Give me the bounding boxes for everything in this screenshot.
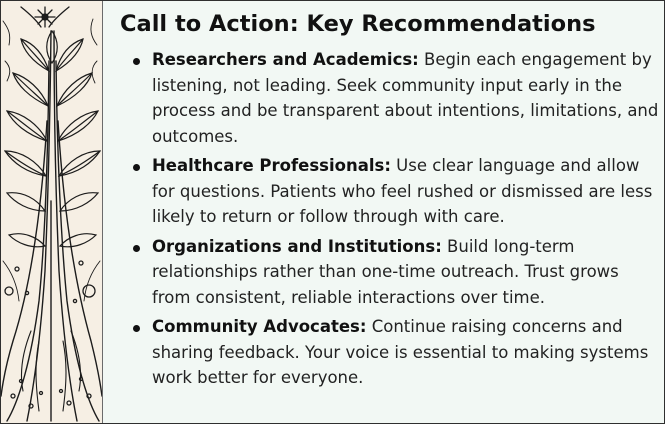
recommendation-text: Begin each engagement by listening, not leading. Seek community input early in the process and be transparent about intentions, limitations, and outcomes.	[152, 50, 659, 146]
recommendation-text: Continue raising concerns and sharing feedback. Your voice is essential to making systems work better for everyone.	[152, 317, 649, 387]
recommendation-item-organizations	[120, 234, 660, 311]
recommendation-text: Build long-term relationships rather than one-time outreach. Trust grows from consistent, reliable interactions over time.	[152, 236, 619, 307]
recommendation-item-researchers	[120, 47, 660, 149]
recommendation-item-community	[120, 314, 660, 391]
bullet-icon	[133, 58, 140, 65]
recommendation-label: Organizations and Institutions:	[152, 236, 442, 256]
bullet-icon	[133, 245, 140, 252]
recommendations-content	[120, 9, 660, 395]
bullet-icon	[133, 164, 140, 171]
bullet-icon	[133, 325, 140, 332]
heading: Call to Action: Key Recommendations	[120, 11, 596, 37]
tree-of-life-illustration	[1, 1, 103, 423]
tree-illustration-svg	[1, 1, 102, 423]
recommendation-label: Community Advocates:	[152, 317, 367, 336]
recommendations-list	[120, 47, 660, 391]
recommendation-label: Researchers and Academics:	[152, 50, 419, 69]
recommendation-text: Use clear language and allow for questions. Patients who feel rushed or dismissed are less likely to return or follow through with care.	[152, 156, 653, 226]
recommendation-label: Healthcare Professionals:	[152, 156, 391, 175]
recommendation-item-healthcare	[120, 153, 660, 230]
sparkle-icon	[21, 7, 69, 27]
